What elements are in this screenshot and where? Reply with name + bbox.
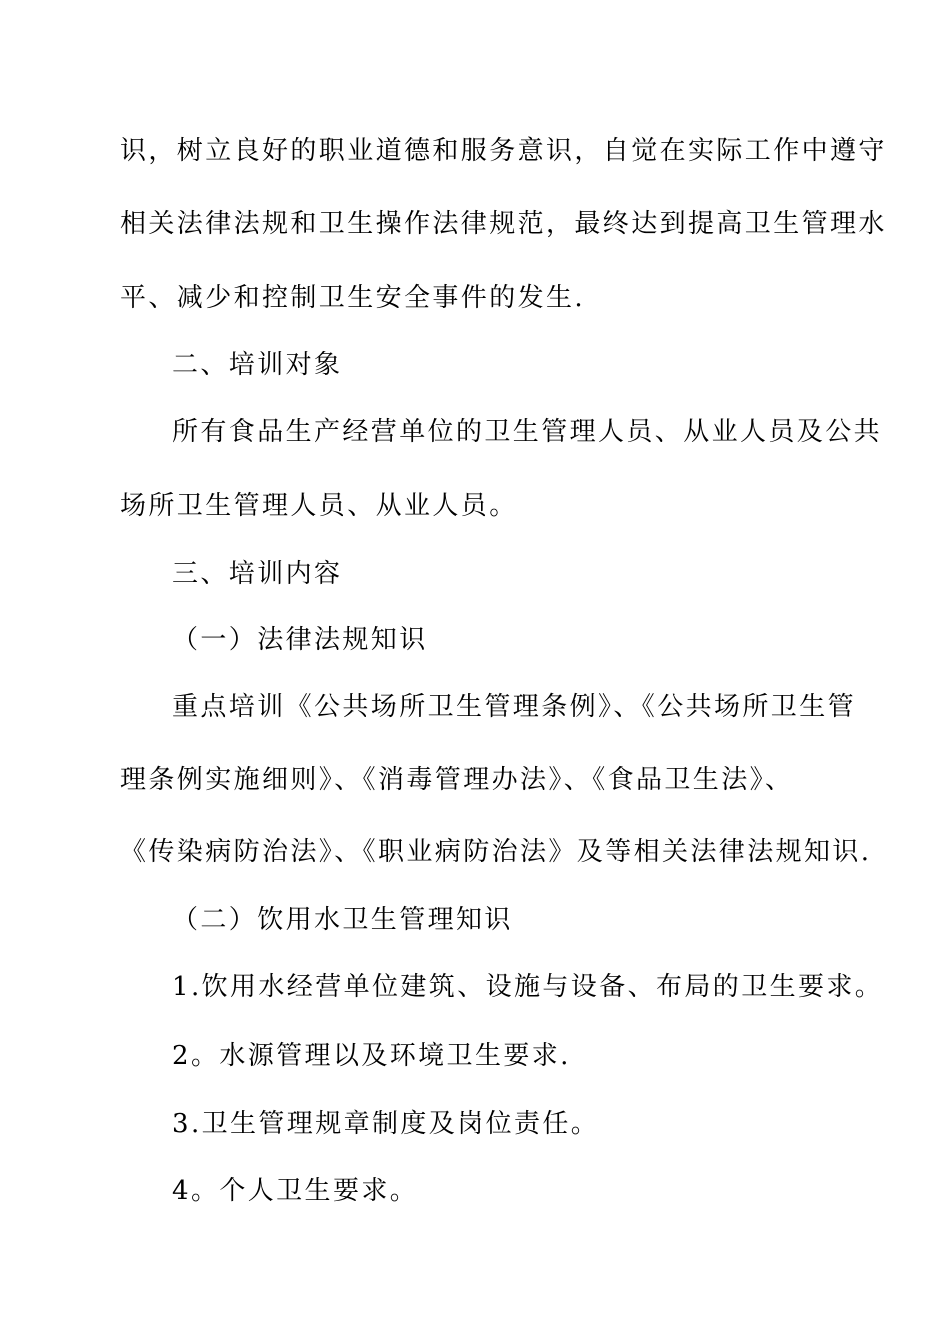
section-heading-training-targets: 二、培训对象: [172, 350, 343, 380]
body-text-line-2: 相关法律法规和卫生操作法律规范，最终达到提高卫生管理水: [120, 209, 887, 239]
subheading-drinking-water: （二）饮用水卫生管理知识: [172, 905, 513, 935]
body-text-line-10: 理条例实施细则》、《消毒管理办法》、《食品卫生法》、: [120, 765, 794, 795]
list-item-4: 4。个人卫生要求。: [172, 1176, 419, 1206]
list-item-1: 1.饮用水经营单位建筑、设施与设备、布局的卫生要求。: [172, 972, 884, 1002]
body-text-line-1: 识，树立良好的职业道德和服务意识，自觉在实际工作中遵守: [120, 136, 887, 166]
list-item-3: 3.卫生管理规章制度及岗位责任。: [172, 1109, 600, 1139]
body-text-line-6: 场所卫生管理人员、从业人员。: [120, 491, 518, 521]
subheading-laws-regulations: （一）法律法规知识: [172, 625, 428, 655]
body-text-line-5: 所有食品生产经营单位的卫生管理人员、从业人员及公共: [172, 417, 883, 447]
section-heading-training-content: 三、培训内容: [172, 559, 343, 589]
body-text-line-11: 《传染病防治法》、《职业病防治法》及等相关法律法规知识.: [120, 837, 872, 867]
body-text-line-3: 平、减少和控制卫生安全事件的发生.: [120, 283, 586, 313]
body-text-line-9: 重点培训《公共场所卫生管理条例》、《公共场所卫生管: [172, 692, 857, 722]
list-item-2: 2。水源管理以及环境卫生要求.: [172, 1041, 571, 1071]
